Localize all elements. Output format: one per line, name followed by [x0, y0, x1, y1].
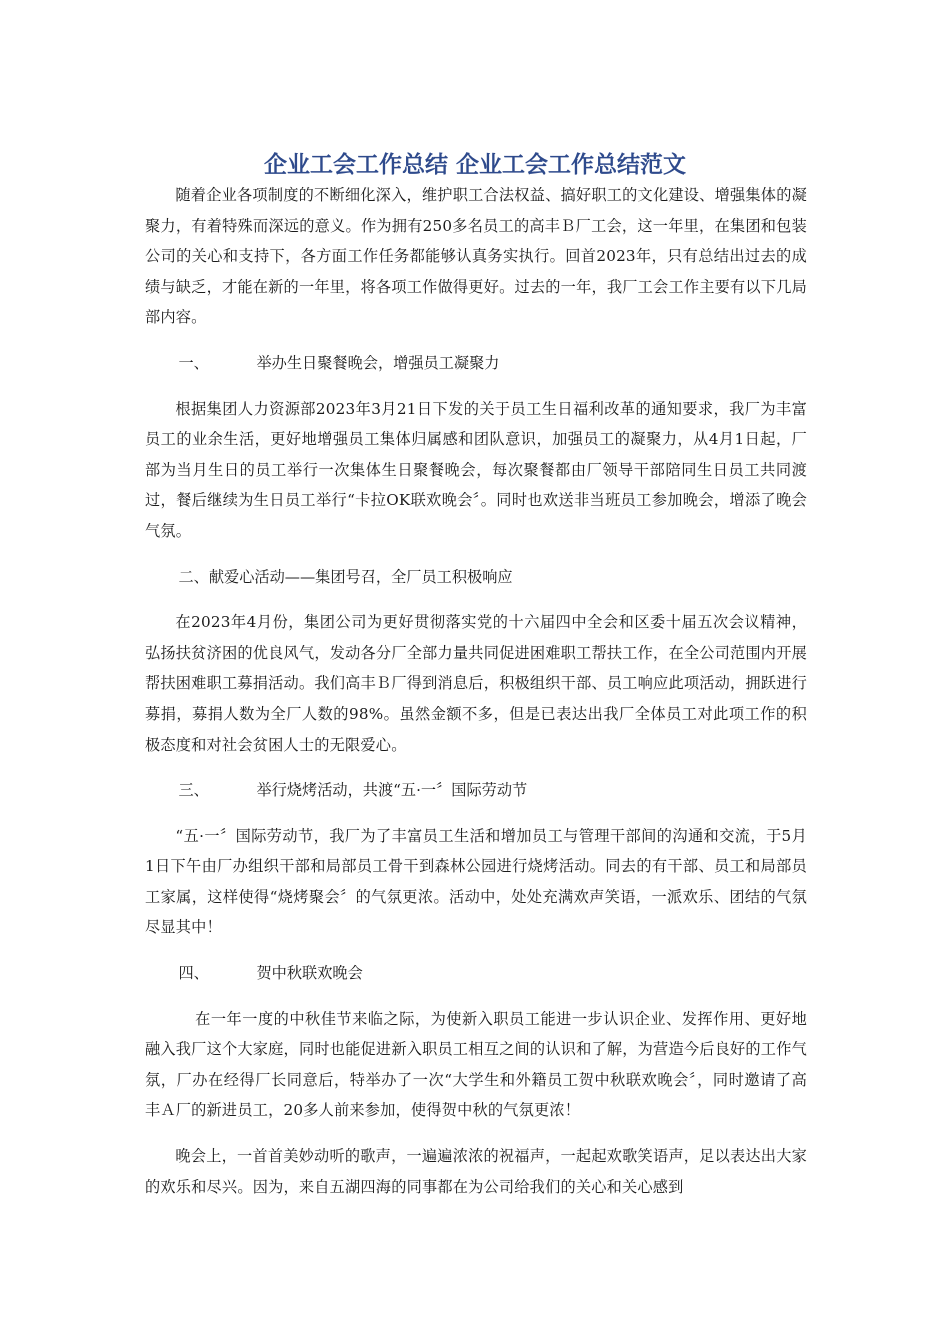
section-4-heading: [145, 958, 807, 989]
section-3-heading: [145, 775, 807, 806]
section-3-number: 三、: [178, 781, 209, 800]
section-2-paragraph: 在2023年4月份，集团公司为更好贯彻落实党的十六届四中全会和区委十届五次会议精神，弘扬扶贫济困的优良风气，发动各分厂全部力量共同促进困难职工帮扶工作，在全公司范围内开展帮扶困难职工募捐活动。我们高丰Ｂ厂得到消息后，积极组织干部、员工响应此项活动，拥跃进行募捐，募捐人数为全厂人数的98%。虽然金额不多，但是已表达出我厂全体员工对此项工作的积极态度和对社会贫困人士的无限爱心。: [145, 613, 807, 754]
section-1-heading: [145, 348, 807, 379]
spacer: [145, 806, 807, 821]
intro-paragraph: 随着企业各项制度的不断细化深入，维护职工合法权益、搞好职工的文化建设、增强集体的凝聚力，有着特殊而深远的意义。作为拥有250多名员工的高丰Ｂ厂工会，这一年里，在集团和包装公司的关心和支持下，各方面工作任务都能够认真务实执行。回首2023年，只有总结出过去的成绩与缺乏，才能在新的一年里，将各项工作做得更好。过去的一年，我厂工会工作主要有以下几局部内容。: [145, 186, 807, 327]
section-2-heading: 二、献爱心活动——集团号召，全厂员工积极响应: [178, 567, 513, 586]
page-title: 企业工会工作总结 企业工会工作总结范文: [263, 152, 686, 179]
spacer: [145, 379, 807, 394]
document-body: [145, 180, 807, 1202]
section-3-title: 举行烧烤活动，共渡“五·一〞国际劳动节: [256, 781, 528, 800]
spacer: [145, 333, 807, 348]
section-4-number: 四、: [178, 964, 209, 983]
spacer: [145, 760, 807, 775]
section-1-number: 一、: [178, 353, 209, 372]
spacer: [145, 989, 807, 1004]
section-4-paragraph-1: 在一年一度的中秋佳节来临之际，为使新入职员工能进一步认识企业、发挥作用、更好地融入我厂这个大家庭，同时也能促进新入职员工相互之间的认识和了解，为营造今后良好的工作气氛，厂办在经得厂长同意后，特举办了一次“大学生和外籍员工贺中秋联欢晚会〞，同时邀请了高丰Ａ厂的新进员工，20多人前来参加，使得贺中秋的气氛更浓！: [145, 1009, 807, 1120]
section-3-paragraph: “五·一〞国际劳动节，我厂为了丰富员工生活和增加员工与管理干部间的沟通和交流，于5月1日下午由厂办组织干部和局部员工骨干到森林公园进行烧烤活动。同去的有干部、员工和局部员工家属，这样使得“烧烤聚会〞的气氛更浓。活动中，处处充满欢声笑语，一派欢乐、团结的气氛尽显其中！: [145, 826, 807, 937]
spacer: [145, 592, 807, 607]
section-1-title: 举办生日聚餐晚会，增强员工凝聚力: [256, 353, 500, 372]
section-4-title: 贺中秋联欢晚会: [256, 964, 363, 983]
spacer: [145, 547, 807, 562]
section-1-paragraph: 根据集团人力资源部2023年3月21日下发的关于员工生日福利改革的通知要求，我厂为丰富员工的业余生活，更好地增强员工集体归属感和团队意识，加强员工的凝聚力，从4月1日起，厂部为当月生日的员工举行一次集体生日聚餐晚会，每次聚餐都由厂领导干部陪同生日员工共同渡过，餐后继续为生日员工举行“卡拉OK联欢晚会〞。同时也欢送非当班员工参加晚会，增添了晚会气氛。: [145, 399, 807, 540]
section-4-paragraph-2: 晚会上，一首首美妙动听的歌声，一遍遍浓浓的祝福声，一起起欢歌笑语声，足以表达出大家的欢乐和尽兴。因为，来自五湖四海的同事都在为公司给我们的关心和关心感到: [145, 1147, 807, 1196]
spacer: [145, 1126, 807, 1141]
spacer: [145, 943, 807, 958]
